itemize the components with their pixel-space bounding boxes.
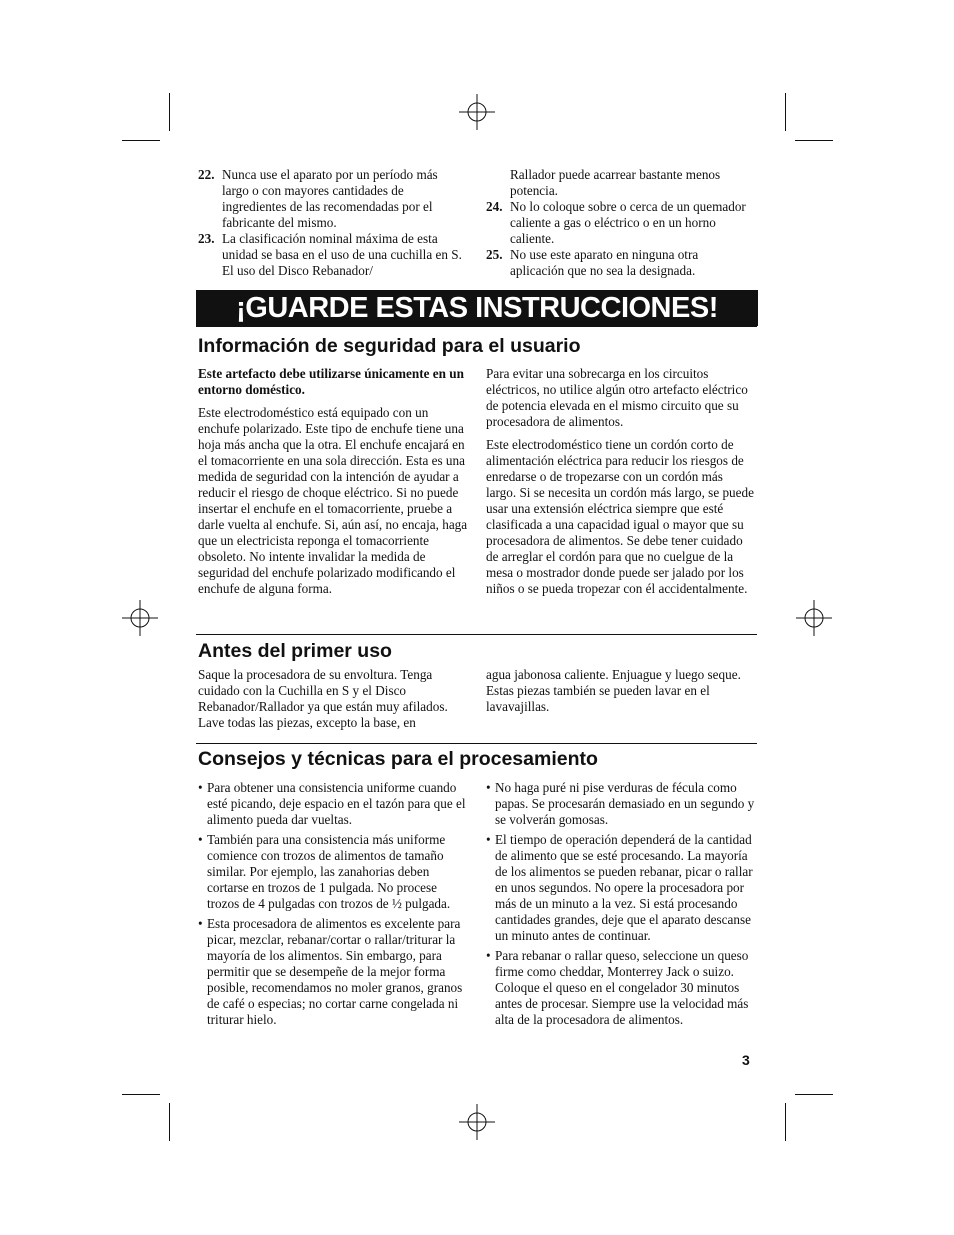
warning-item [486,247,754,279]
tips-left-column [198,780,468,1032]
warnings-right-column [486,167,754,279]
warning-item [198,231,466,279]
crop-mark [122,140,160,141]
first-use-left-column [198,667,468,738]
registration-mark-icon [459,94,495,130]
first-use-heading: Antes del primer uso [198,640,392,662]
warning-item [198,167,466,231]
crop-mark [785,93,786,131]
warning-number: 25. [486,247,503,262]
safety-paragraph: Este electrodoméstico está equipado con un enchufe polarizado. Este tipo de enchufe tiene una hoja más ancha que la otra. El enchufe encajará en el tomacorriente en una sola dirección. Esta es una medida de seguridad con la intención de ayudar a reducir el riesgo de choque eléctrico. Si no puede insertar el enchufe en el tomacorriente, pruebe a darle vuelta al enchufe. Si, aún así, no encaja, haga que un electricista reponga el tomacorriente obsoleto. No intente invalidar la medida de seguridad del enchufe polarizado modificando el enchufe de alguna forma. [198,405,468,596]
list-item: • El tiempo de operación dependerá de la cantidad de alimento que se esté procesando. La mayoría de los alimentos se pueden rebanar, picar o rallar en unos segundos. No opere la procesadora por más de un minuto a la vez. Si está procesando cantidades grandes, deje que el aparato descanse un minuto antes de continuar. [486,832,756,944]
registration-mark-icon [796,600,832,636]
warnings-left-column [198,167,466,279]
page-number: 3 [742,1052,750,1068]
list-item: • No haga puré ni pise verduras de fécula como papas. Se procesarán demasiado en un segundo y se volverán gomosas. [486,780,756,828]
warning-text: No use este aparato en ninguna otra aplicación que no sea la designada. [510,247,699,278]
first-use-right-column [486,667,748,722]
section-divider [196,326,757,327]
warning-item-continuation: Rallador puede acarrear bastante menos potencia. [510,167,721,198]
warning-text: La clasificación nominal máxima de esta unidad se basa en el uso de una cuchilla en S. El uso del Disco Rebanador/ [222,231,462,278]
warning-number: 24. [486,199,503,214]
section-divider [196,743,757,744]
tips-right-column [486,780,756,1032]
registration-mark-icon [122,600,158,636]
safety-paragraph: Este electrodoméstico tiene un cordón corto de alimentación eléctrica para reducir los riesgos de enredarse o de tropezarse con un cordón más largo. Si se necesita un cordón más largo, se puede usar una extensión eléctrica siempre que esté clasificada a una capacidad igual o mayor que su procesadora de alimentos. Se debe tener cuidado de arreglar el cordón para que no cuelgue de la mesa o mostrador donde puede ser jalado por los niños o se pueda tropezar con él accidentalmente. [486,437,754,596]
save-instructions-banner: ¡GUARDE ESTAS INSTRUCCIONES! [196,290,758,326]
safety-heading: Información de seguridad para el usuario [198,335,581,357]
list-item: • Para obtener una consistencia uniforme cuando esté picando, deje espacio en el tazón para que el alimento pueda dar vueltas. [198,780,468,828]
crop-mark [795,1094,833,1095]
tips-heading: Consejos y técnicas para el procesamiento [198,748,598,770]
first-use-paragraph: Saque la procesadora de su envoltura. Tenga cuidado con la Cuchilla en S y el Disco Rebanador/Rallador ya que están muy afilados. Lave todas las piezas, excepto la base, en [198,667,448,730]
warning-number: 22. [198,167,215,182]
safety-paragraph: Para evitar una sobrecarga en los circuitos eléctricos, no utilice algún otro artefacto eléctrico de potencia elevada en el mismo circuito que su procesadora de alimentos. [486,366,748,429]
first-use-paragraph: agua jabonosa caliente. Enjuague y luego seque. Estas piezas también se pueden lavar en el lavavajillas. [486,667,741,714]
safety-right-column [486,366,756,604]
warning-text: No lo coloque sobre o cerca de un quemador caliente a gas o eléctrico o en un horno caliente. [510,199,746,246]
registration-mark-icon [459,1104,495,1140]
warning-text: Nunca use el aparato por un período más largo o con mayores cantidades de ingredientes de las recomendadas por el fabricante del mismo. [222,167,438,230]
crop-mark [122,1094,160,1095]
list-item: • Esta procesadora de alimentos es excelente para picar, mezclar, rebanar/cortar o rallar/triturar la mayoría de los alimentos. Sin embargo, para permitir que se desempeñe de la mejor forma posible, recomendamos no moler granos, granos de café o especias; no cortar carne congelada ni triturar hielo. [198,916,468,1028]
section-divider [196,634,757,635]
warning-number: 23. [198,231,215,246]
crop-mark [169,93,170,131]
crop-mark [795,140,833,141]
safety-paragraph: Este artefacto debe utilizarse únicamente en un entorno doméstico. [198,366,464,397]
warning-item [486,199,754,247]
crop-mark [785,1103,786,1141]
list-item: • También para una consistencia más uniforme comience con trozos de alimentos de tamaño similar. Por ejemplo, las zanahorias deben cortarse en trozos de 1 pulgada. No procese trozos de 4 pulgadas con trozos de ½ pulgada. [198,832,468,912]
list-item: • Para rebanar o rallar queso, seleccione un queso firme como cheddar, Monterrey Jack o suizo. Coloque el queso en el congelador 30 minutos antes de procesar. Siempre use la velocidad más alta de la procesadora de alimentos. [486,948,756,1028]
safety-left-column [198,366,468,604]
crop-mark [169,1103,170,1141]
